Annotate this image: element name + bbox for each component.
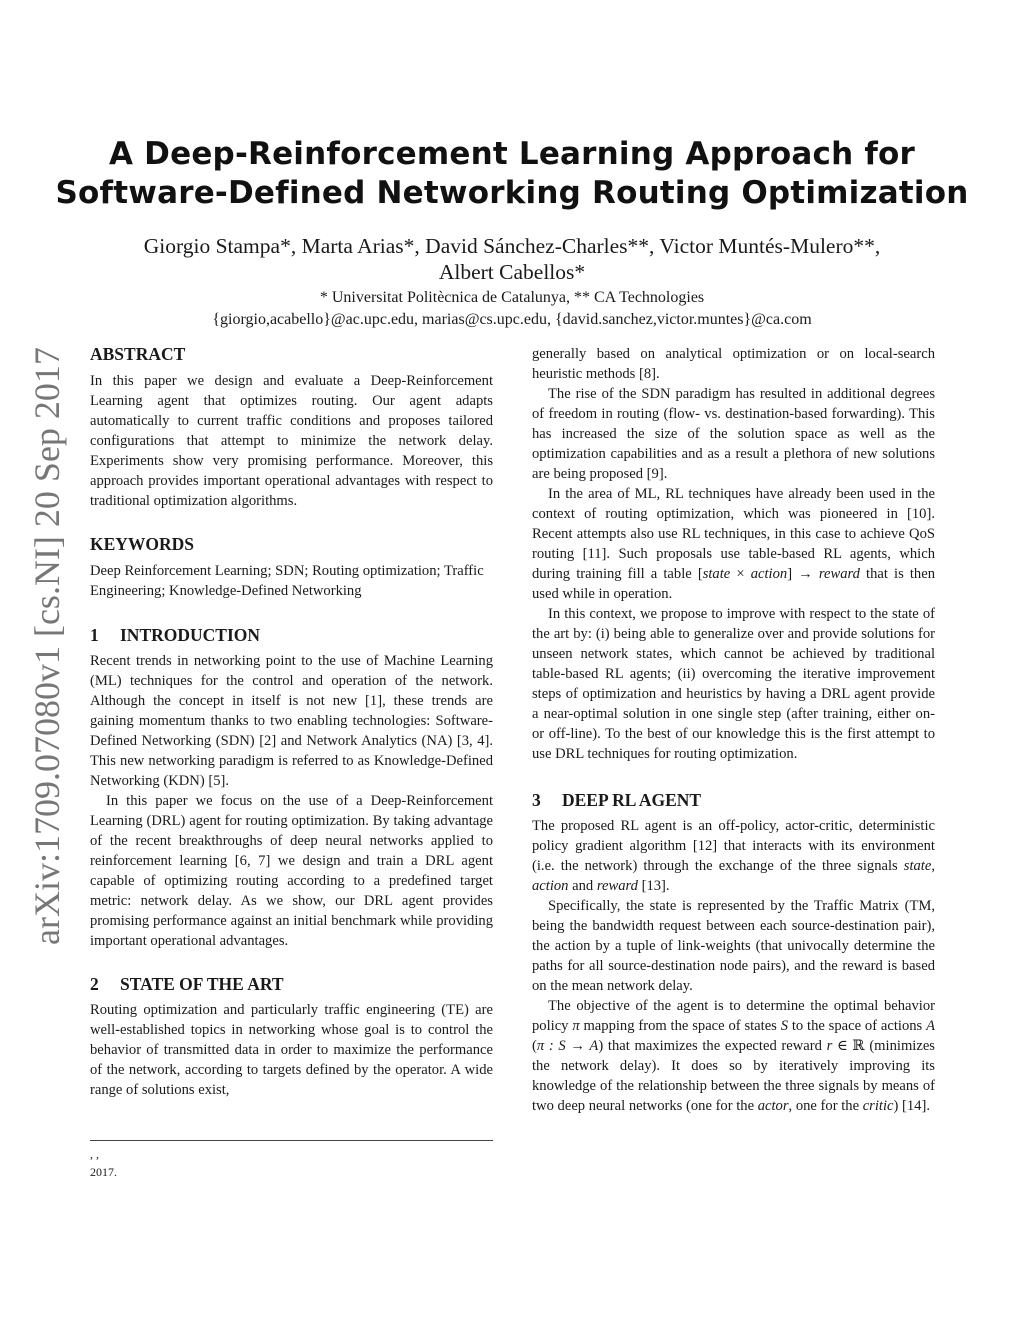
deep-rl-heading xyxy=(532,789,935,811)
state-paragraph-3: In the area of ML, RL techniques have already been used in the context of routing optimization, which was pioneered in [10]. Recent attempts also use RL techniques, in this case to achieve QoS routing [11]. Such proposals use table-based RL agents, which during training fill a table [state × action] → reward that is then used while in operation. xyxy=(532,486,935,602)
right-column xyxy=(532,344,935,1116)
affiliations xyxy=(0,287,1024,331)
deep-title: DEEP RL AGENT xyxy=(562,790,702,810)
abstract-text: In this paper we design and evaluate a Deep-Reinforcement Learning agent that optimizes routing. Our agent adapts automatically to current traffic conditions and proposes tailored configurations that attempt to minimize the network delay. Experiments show very promising performance. Moreover, this approach provides important operational advantages with respect to traditional optimization algorithms. xyxy=(90,373,493,509)
deep-paragraph-3: The objective of the agent is to determine the optimal behavior policy π mapping from the space of states S to the space of actions A (π : S → A) that maximizes the expected reward r ∈ ℝ (minimizes the network delay). It does so by iteratively improving its knowledge of the relationship between the three signals by means of two deep neural networks (one for the actor, one for the critic) [14]. xyxy=(532,998,935,1114)
deep-paragraph-2: Specifically, the state is represented by the Traffic Matrix (TM, being the bandwidth request between each source-destination pair), the action by a tuple of link-weights (that univocally determine the paths for all source-destination node pairs), and the reward is based on the mean network delay. xyxy=(532,898,935,994)
paper-title xyxy=(0,135,1024,213)
abstract-heading: ABSTRACT xyxy=(90,344,186,364)
intro-number: 1 xyxy=(90,625,99,645)
keywords-heading: KEYWORDS xyxy=(90,534,195,554)
authors-line-2: Albert Cabellos* xyxy=(438,260,586,284)
state-paragraph-1: Routing optimization and particularly traffic engineering (TE) are well-established topics in networking whose goal is to control the behavior of transmitted data in order to maximize the performance of the network, according to targets defined by the operator. A wide range of solutions exist, xyxy=(90,1002,493,1098)
intro-paragraph-1: Recent trends in networking point to the use of Machine Learning (ML) techniques for the control and operation of the network. Although the concept in itself is not new [1], these trends are gaining momentum thanks to two enabling technologies: Software-Defined Networking (SDN) [2] and Network Analytics (NA) [3, 4]. This new networking paradigm is referred to as Knowledge-Defined Networking (KDN) [5]. xyxy=(90,653,493,789)
deep-number: 3 xyxy=(532,790,541,810)
intro-heading xyxy=(90,624,493,646)
deep-paragraph-1: The proposed RL agent is an off-policy, actor-critic, deterministic policy gradient algorithm [12] that interacts with its environment (i.e. the network) through the exchange of the three signals state, action and reward [13]. xyxy=(532,818,935,894)
intro-title: INTRODUCTION xyxy=(120,625,261,645)
footnote-rule xyxy=(90,1140,493,1141)
state-paragraph-continued: generally based on analytical optimization or on local-search heuristic methods [8]. xyxy=(532,346,935,382)
title-line-2: Software-Defined Networking Routing Optimization xyxy=(55,175,969,211)
state-number: 2 xyxy=(90,974,99,994)
footnote-line-1: , , xyxy=(90,1147,99,1161)
affiliation-line: * Universitat Politècnica de Catalunya, ** CA Technologies xyxy=(319,289,705,306)
arxiv-stamp: arXiv:1709.07080v1 [cs.NI] 20 Sep 2017 xyxy=(27,347,67,945)
email-line: {giorgio,acabello}@ac.upc.edu, marias@cs.upc.edu, {david.sanchez,victor.muntes}@ca.com xyxy=(212,311,812,328)
footnote xyxy=(90,1145,117,1181)
state-paragraph-4: In this context, we propose to improve with respect to the state of the art by: (i) being able to generalize over and provide solutions for unseen network states, which cannot be achieved by traditional table-based RL agents; (ii) overcoming the iterative improvement steps of optimization and heuristics by having a DRL agent provide a near-optimal solution in one single step (after training, either on- or off-line). To the best of our knowledge this is the first attempt to use DRL techniques for routing optimization. xyxy=(532,606,935,762)
title-line-1: A Deep-Reinforcement Learning Approach for xyxy=(108,136,915,172)
state-title: STATE OF THE ART xyxy=(120,974,284,994)
keywords-text: Deep Reinforcement Learning; SDN; Routing optimization; Traffic Engineering; Knowledge-Defined Networking xyxy=(90,563,484,599)
footnote-line-2: 2017. xyxy=(90,1165,117,1179)
left-column xyxy=(90,343,493,1100)
author-list xyxy=(60,233,964,285)
intro-paragraph-2: In this paper we focus on the use of a Deep-Reinforcement Learning (DRL) agent for routing optimization. By taking advantage of the recent breakthroughs of deep neural networks applied to reinforcement learning [6, 7] we design and train a DRL agent capable of optimizing routing according to a predefined target metric: network delay. As we show, our DRL agent provides promising performance against an initial benchmark while providing important operational advantages. xyxy=(90,793,493,949)
state-paragraph-2: The rise of the SDN paradigm has resulted in additional degrees of freedom in routing (flow- vs. destination-based forwarding). This has increased the size of the solution space as well as the optimization capabilities and as a result a plethora of new solutions are being proposed [9]. xyxy=(532,386,935,482)
authors-line-1: Giorgio Stampa*, Marta Arias*, David Sánchez-Charles**, Victor Muntés-Mulero**, xyxy=(143,234,881,258)
state-of-art-heading xyxy=(90,973,493,995)
